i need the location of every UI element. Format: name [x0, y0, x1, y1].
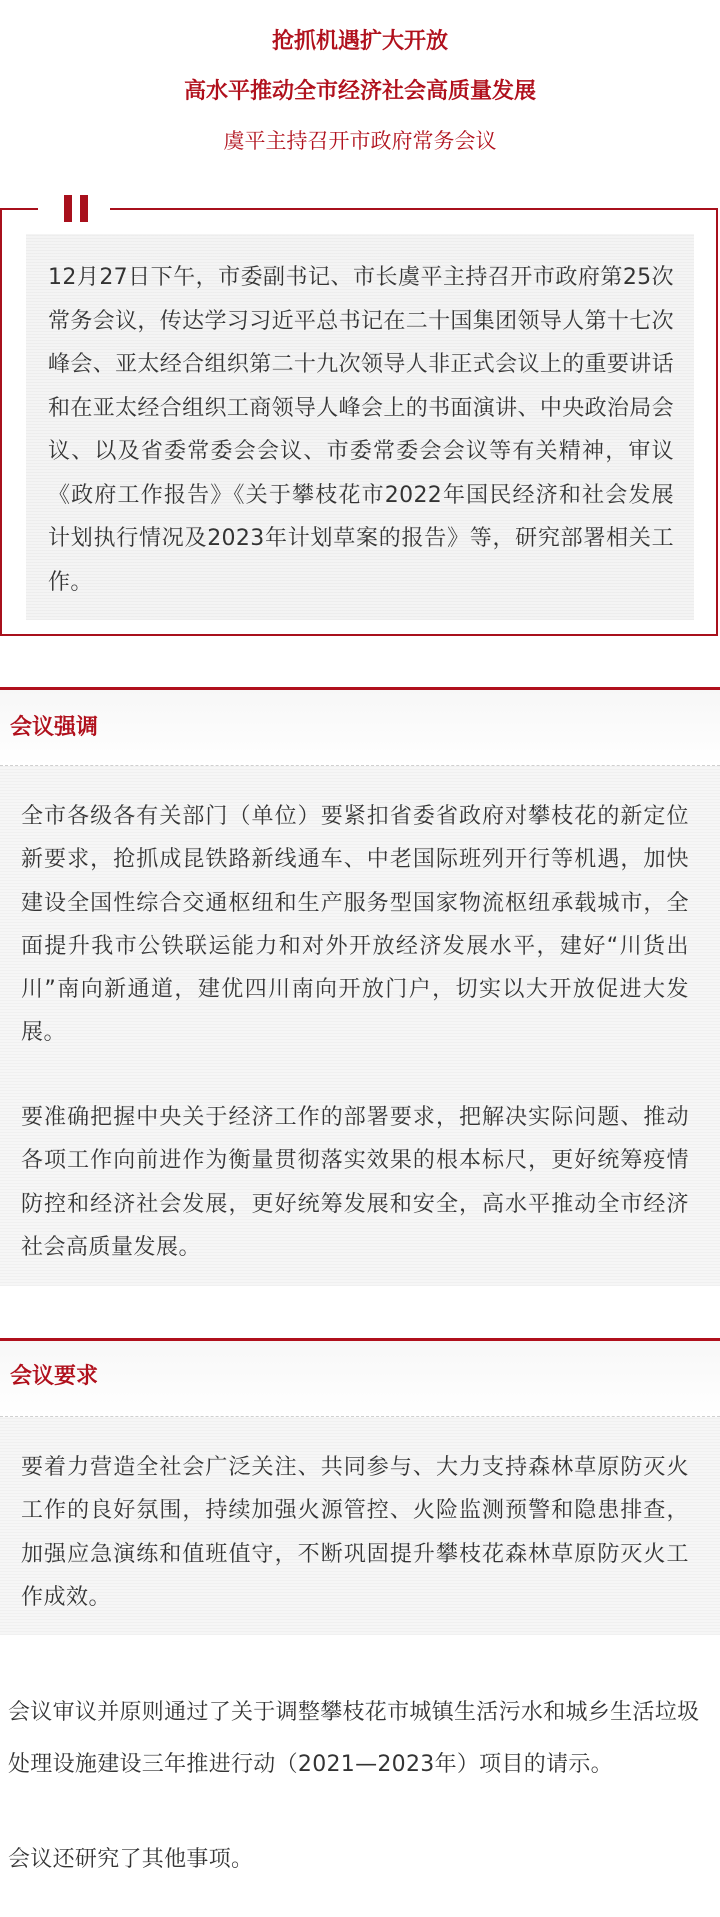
headline-line-1: 抢抓机遇扩大开放 [271, 29, 448, 54]
section-2-title: 会议要求 [10, 1364, 99, 1389]
headline-subtitle: 虞平主持召开市政府常务会议 [223, 129, 497, 153]
section-1-title: 会议强调 [10, 715, 99, 740]
section-1-header [0, 690, 720, 765]
headline-line-2: 高水平推动全市经济社会高质量发展 [183, 79, 536, 104]
section-2-paragraph-1: 要着力营造全社会广泛关注、共同参与、大力支持森林草原防灭火工作的良好氛围，持续加强火源管控、火险监测预警和隐患排查，加强应急演练和值班值守，不断巩固提升攀枝花森林草原防灭火工作成效。 [21, 1455, 689, 1610]
closing-paragraph-2: 会议还研究了其他事项。 [8, 1847, 254, 1872]
section-2-header [0, 1341, 720, 1416]
section-1-paragraph-2: 要准确把握中央关于经济工作的部署要求，把解决实际问题、推动各项工作向前进作为衡量贯彻落实效果的根本标尺，更好统筹疫情防控和经济社会发展，更好统筹发展和安全，高水平推动全市经济社会高质量发展。 [21, 1105, 689, 1260]
section-1-paragraph-1: 全市各级各有关部门（单位）要紧扣省委省政府对攀枝花的新定位新要求，抢抓成昆铁路新线通车、中老国际班列开行等机遇，加快建设全国性综合交通枢纽和生产服务型国家物流枢纽承载城市，全面提升我市公铁联运能力和对外开放经济发展水平，建好“川货出川”南向新通道，建优四川南向开放门户，切实以大开放促进大发展。 [21, 804, 689, 1046]
closing-paragraph-1: 会议审议并原则通过了关于调整攀枝花市城镇生活污水和城乡生活垃圾处理设施建设三年推进行动（2021—2023年）项目的请示。 [8, 1700, 700, 1777]
intro-paragraph: 12月27日下午，市委副书记、市长虞平主持召开市政府第25次常务会议，传达学习习近平总书记在二十国集团领导人第十七次峰会、亚太经合组织第二十九次领导人非正式会议上的重要讲话和在亚太经合组织工商领导人峰会上的书面演讲、中央政治局会议、以及省委常委会会议、市委常委会会议等有关精神，审议《政府工作报告》《关于攀枝花市2022年国民经济和社会发展计划执行情况及2023年计划草案的报告》等，研究部署相关工作。 [48, 265, 674, 595]
double-bar-icon [64, 195, 90, 222]
